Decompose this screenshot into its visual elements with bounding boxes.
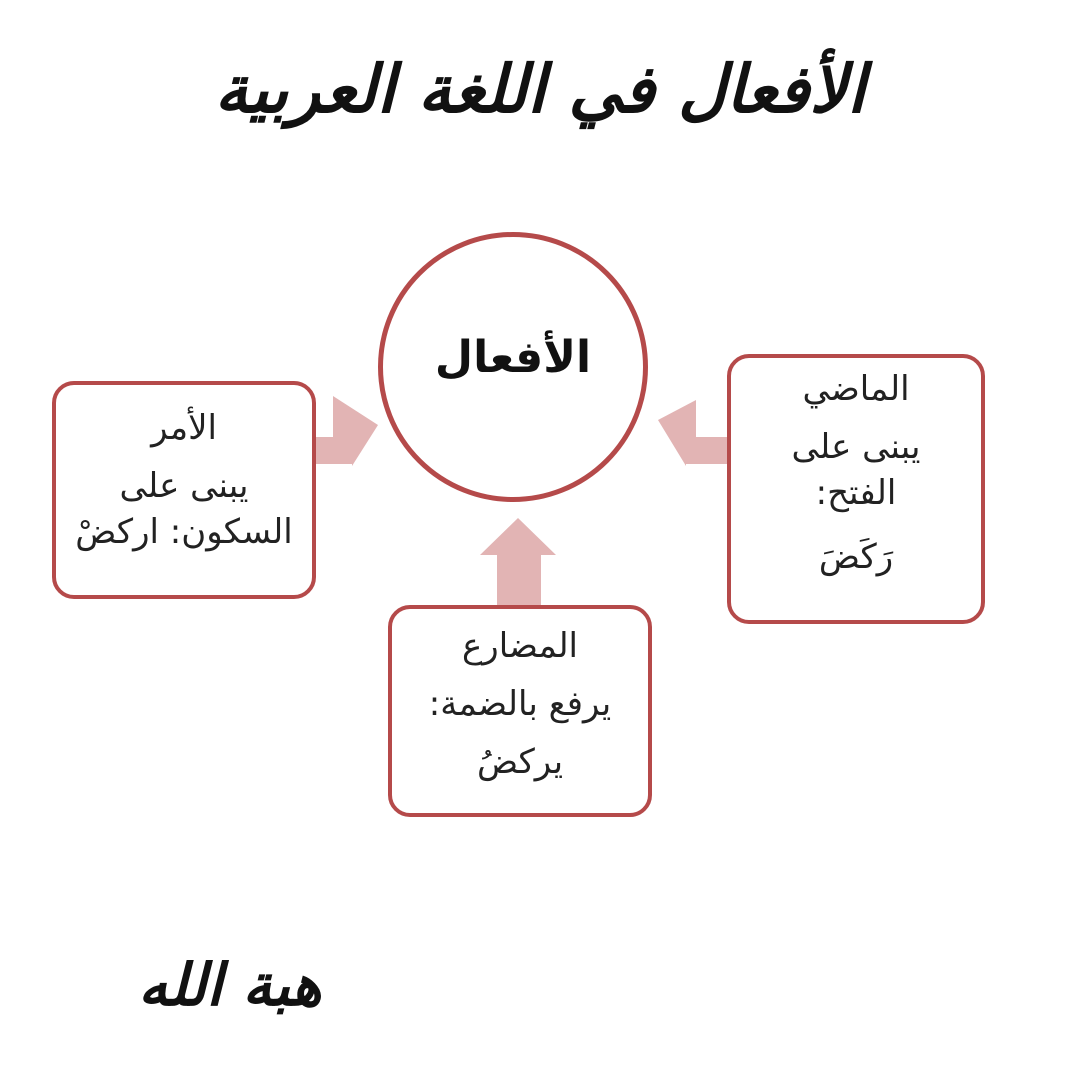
node-amr-title: الأمر xyxy=(151,408,217,448)
center-node xyxy=(378,232,648,502)
node-mudari xyxy=(388,605,652,817)
node-amr-line-3: السكون: اركضْ xyxy=(75,512,293,552)
node-mudari-title: المضارع xyxy=(461,626,578,666)
node-amr xyxy=(52,381,316,599)
arrow-from-mudari xyxy=(480,518,556,605)
page-title: الأفعال في اللغة العربية xyxy=(214,51,866,128)
node-madi-line-3: الفتح: xyxy=(815,473,897,513)
arrow-from-madi xyxy=(658,400,727,466)
node-madi-line-4: رَكَضَ xyxy=(818,537,894,577)
arrow-from-amr xyxy=(316,396,378,466)
node-madi-title: الماضي xyxy=(802,369,910,409)
center-node-label: الأفعال xyxy=(434,331,592,383)
node-madi-line-2: يبنى على xyxy=(791,427,921,467)
author-signature: هبة الله xyxy=(138,951,322,1019)
node-mudari-line-2: يرفع بالضمة: xyxy=(428,684,612,724)
node-madi xyxy=(727,354,985,624)
node-amr-line-2: يبنى على xyxy=(119,466,249,506)
node-mudari-line-3: يركضُ xyxy=(476,742,564,782)
